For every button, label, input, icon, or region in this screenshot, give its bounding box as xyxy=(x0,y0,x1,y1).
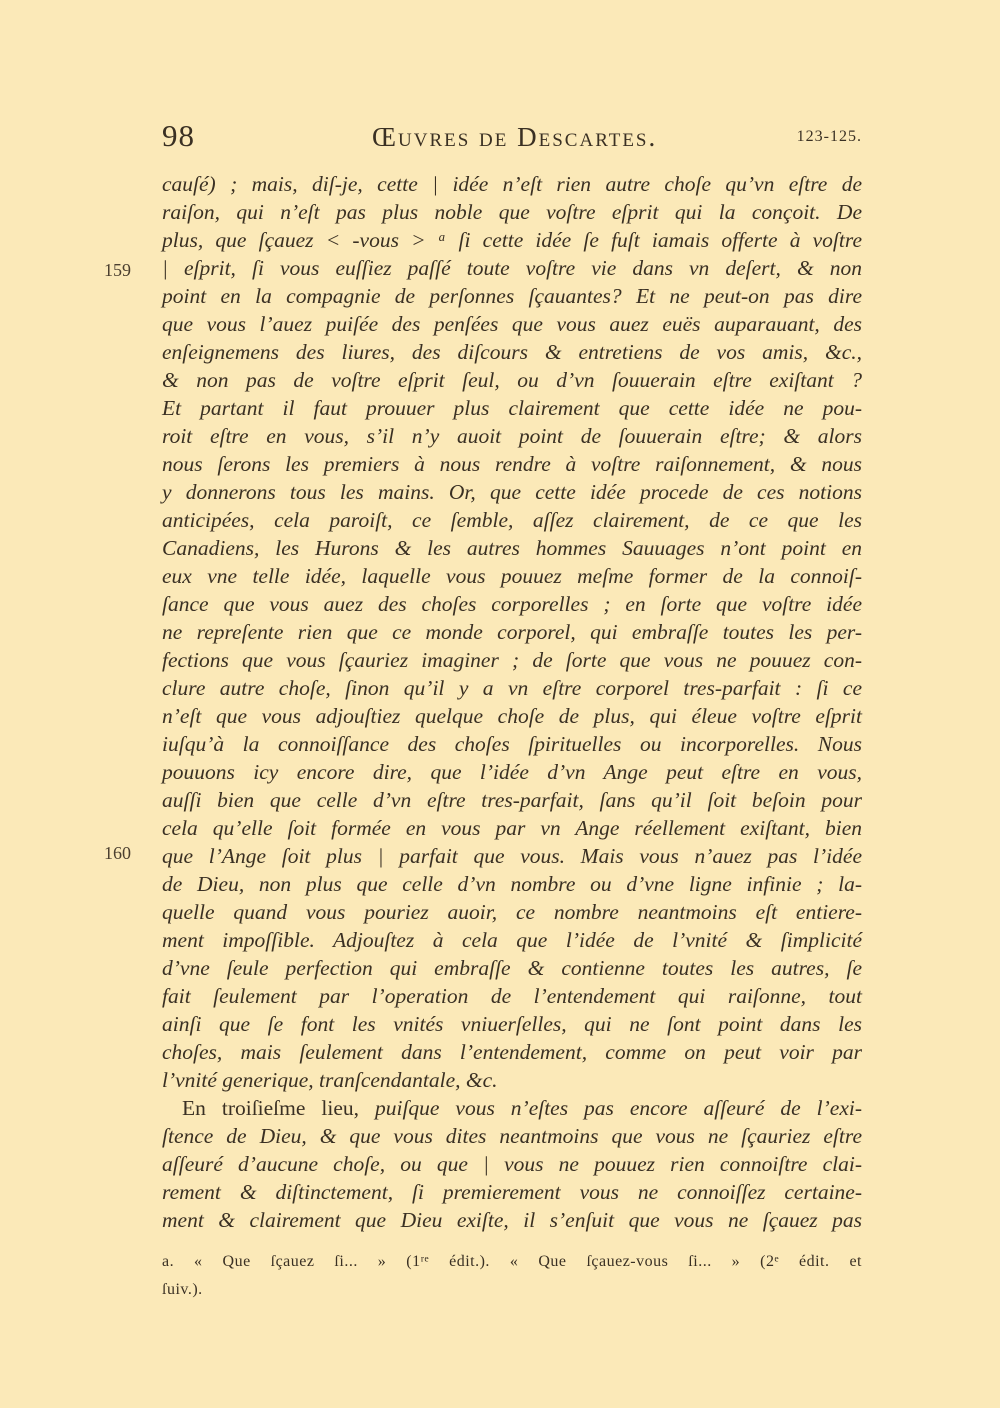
footnote-line: ſuiv.). xyxy=(162,1281,203,1298)
text-line: Canadiens, les Hurons & les autres hommes Sauuages n’ont point en xyxy=(162,536,862,560)
text-line: y donnerons tous les mains. Or, que cette idée procede de ces notions xyxy=(162,480,862,504)
text-line: cela qu’elle ſoit formée en vous par vn Ange réellement exiſtant, bien xyxy=(162,816,862,840)
text-line: quelle quand vous pouriez auoir, ce nombre neantmoins eſt entiere- xyxy=(162,900,862,924)
text-line: que l’Ange ſoit plus | parfait que vous. Mais vous n’auez pas l’idée xyxy=(162,844,862,868)
text-line: rement & diſtinctement, ſi premierement vous ne connoiſſez certaine- xyxy=(162,1180,862,1204)
text-line: ment impoſſible. Adjouſtez à cela que l’idée de l’vnité & ſimplicité xyxy=(162,928,862,952)
text-line: Et partant il faut prouuer plus clairement que cette idée ne pou- xyxy=(162,396,862,420)
text-line: point en la compagnie de perſonnes ſçauantes? Et ne peut-on pas dire xyxy=(162,284,862,308)
margin-number: 160 xyxy=(104,843,131,863)
text-line: fait ſeulement par l’operation de l’entendement qui raiſonne, tout xyxy=(162,984,862,1008)
text-line: ne repreſente rien que ce monde corporel, qui embraſſe toutes les per- xyxy=(162,620,862,644)
running-title: Œuvres de Descartes. xyxy=(372,122,658,152)
text-line: fections que vous ſçauriez imaginer ; de ſorte que vous ne pouuez con- xyxy=(162,648,862,672)
text-line: ſance que vous auez des choſes corporelles ; en ſorte que voſtre idée xyxy=(162,592,862,616)
text-line: | eſprit, ſi vous euſſiez paſſé toute voſtre vie dans vn deſert, & non xyxy=(162,256,862,280)
text-line: anticipées, cela paroiſt, ce ſemble, aſſez clairement, de ce que les xyxy=(162,508,862,532)
paragraph-lead-italic: puiſque vous n’eſtes pas encore aſſeuré de l’exi- xyxy=(374,1096,862,1120)
footnote-line: a. « Que ſçauez ſi... » (1ʳᵉ édit.). « Que ſçauez-vous ſi... » (2ᵉ édit. et xyxy=(162,1253,862,1270)
reference-range: 123-125. xyxy=(796,128,862,145)
text-line: pouuons icy encore dire, que l’idée d’vn Ange peut eſtre en vous, xyxy=(162,760,862,784)
text-line: plus, que ſçauez < -vous > ᵃ ſi cette idée ſe fuſt iamais offerte à voſtre xyxy=(162,228,862,252)
page-number: 98 xyxy=(162,118,195,153)
text-line: ainſi que ſe font les vnités vniuerſelles, qui ne ſont point dans les xyxy=(162,1012,862,1036)
text-line: roit eſtre en vous, s’il n’y auoit point de ſouuerain eſtre; & alors xyxy=(162,424,862,448)
text-line: iuſqu’à la connoiſſance des choſes ſpirituelles ou incorporelles. Nous xyxy=(162,732,862,756)
text-line: choſes, mais ſeulement dans l’entendement, comme on peut voir par xyxy=(162,1040,862,1064)
text-line: cauſé) ; mais, diſ-je, cette | idée n’eſt rien autre choſe qu’vn eſtre de xyxy=(162,172,862,196)
text-line: raiſon, qui n’eſt pas plus noble que voſtre eſprit qui la conçoit. De xyxy=(162,200,862,224)
text-line: clure autre choſe, ſinon qu’il y a vn eſtre corporel tres-parfait : ſi ce xyxy=(162,676,862,700)
text-line: d’vne ſeule perfection qui embraſſe & contienne toutes les autres, ſe xyxy=(162,956,862,980)
paragraph-lead: En troiſieſme lieu, xyxy=(182,1096,359,1120)
text-line: ment & clairement que Dieu exiſte, il s’enſuit que vous ne ſçauez pas xyxy=(162,1208,862,1232)
text-line: de Dieu, non plus que celle d’vn nombre ou d’vne ligne infinie ; la- xyxy=(162,872,862,896)
text-line: que vous l’auez puiſée des penſées que vous auez euës auparauant, des xyxy=(162,312,862,336)
text-line: n’eſt que vous adjouſtiez quelque choſe de plus, qui éleue voſtre eſprit xyxy=(162,704,862,728)
text-line: auſſi bien que celle d’vn eſtre tres-parfait, ſans qu’il ſoit beſoin pour xyxy=(162,788,862,812)
page-header xyxy=(162,118,862,158)
text-line: enſeignemens des liures, des diſcours & entretiens de vos amis, &c., xyxy=(162,340,862,364)
text-line: ſtence de Dieu, & que vous dites neantmoins que vous ne ſçauriez eſtre xyxy=(162,1124,862,1148)
text-line: aſſeuré d’aucune choſe, ou que | vous ne pouuez rien connoiſtre clai- xyxy=(162,1152,862,1176)
margin-number: 159 xyxy=(104,260,131,280)
text-line: nous ſerons les premiers à nous rendre à voſtre raiſonnement, & nous xyxy=(162,452,862,476)
text-line: & non pas de voſtre eſprit ſeul, ou d’vn ſouuerain eſtre exiſtant ? xyxy=(162,368,862,392)
text-line: eux vne telle idée, laquelle vous pouuez meſme former de la connoiſ- xyxy=(162,564,862,588)
text-line: l’vnité generique, tranſcendantale, &c. xyxy=(162,1068,498,1092)
text-line xyxy=(182,1094,862,1122)
